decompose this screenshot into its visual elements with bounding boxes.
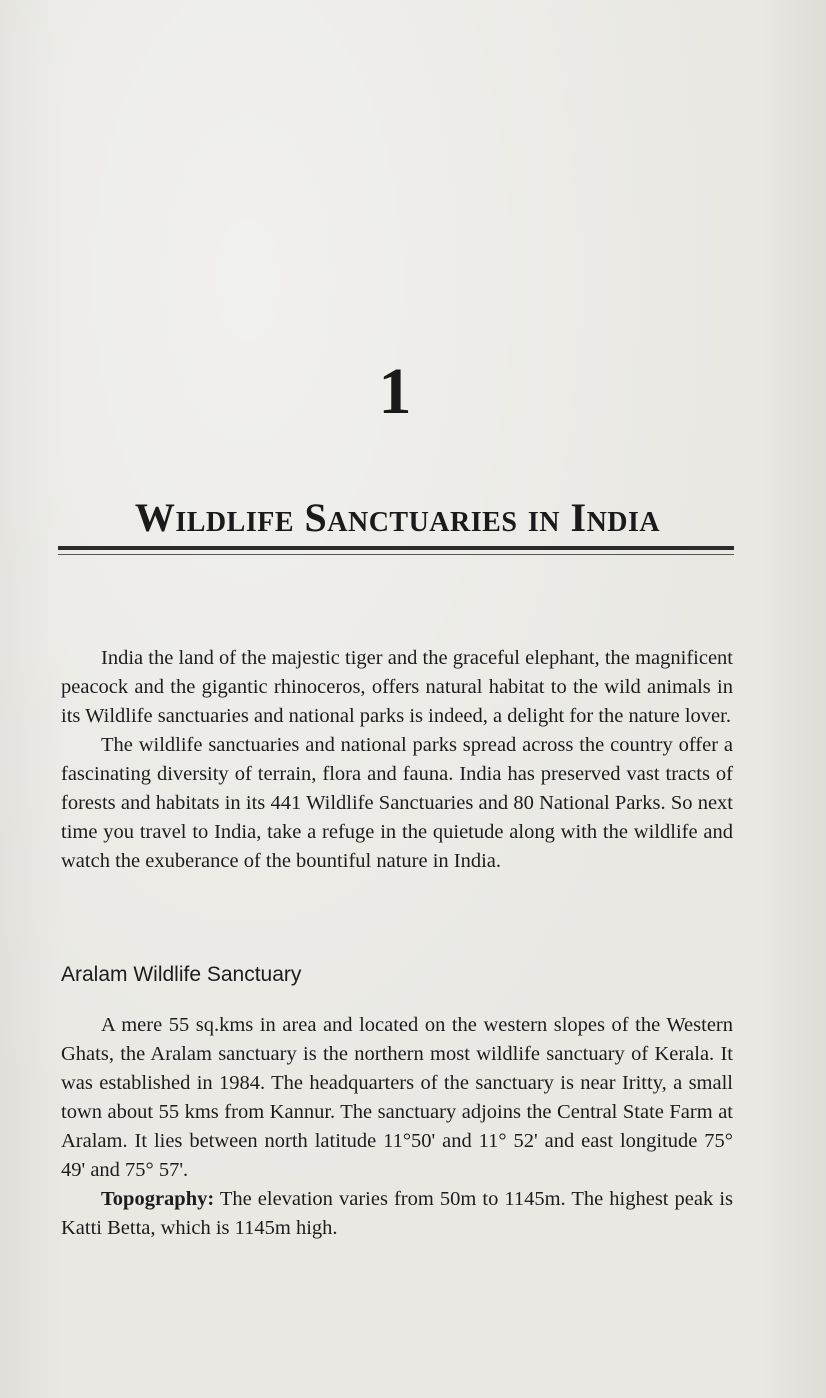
chapter-title: Wildlife Sanctuaries in India [134,495,661,540]
title-rule-thin [58,554,734,555]
intro-text [61,644,733,876]
topography-text: The elevation varies from 50m to 1145m. The highest peak is Katti Betta, which is 1145m high. [61,1188,733,1239]
title-rule [58,546,734,550]
section-paragraph-1: A mere 55 sq.kms in area and located on the western slopes of the Western Ghats, the Aralam sanctuary is the northern most wildlife sanctuary of Kerala. It was established in 1984. The headquarters of the sanctuary is near Iritty, a small town about 55 kms from Kannur. The sanctuary adjoins the Central State Farm at Aralam. It lies between north latitude 11°50' and 11° 52' and east longitude 75° 49' and 75° 57'. [61,1014,733,1181]
topography-label: Topography: [101,1188,215,1210]
chapter-number: 1 [378,355,412,428]
section-paragraph-2 [61,1185,733,1243]
section-heading: Aralam Wildlife Sanctuary [61,963,302,986]
intro-paragraph-2: The wildlife sanctuaries and national parks spread across the country offer a fascinating diversity of terrain, flora and fauna. India has preserved vast tracts of forests and habitats in its 441 Wildlife Sanctuaries and 80 National Parks. So next time you travel to India, take a refuge in the quietude along with the wildlife and watch the exuberance of the bountiful nature in India. [61,734,733,872]
intro-paragraph-1: India the land of the majestic tiger and the graceful elephant, the magnificent peacock and the gigantic rhinoceros, offers natural habitat to the wild animals in its Wildlife sanctuaries and national parks is indeed, a delight for the nature lover. [61,647,733,727]
section-text [61,1011,733,1243]
